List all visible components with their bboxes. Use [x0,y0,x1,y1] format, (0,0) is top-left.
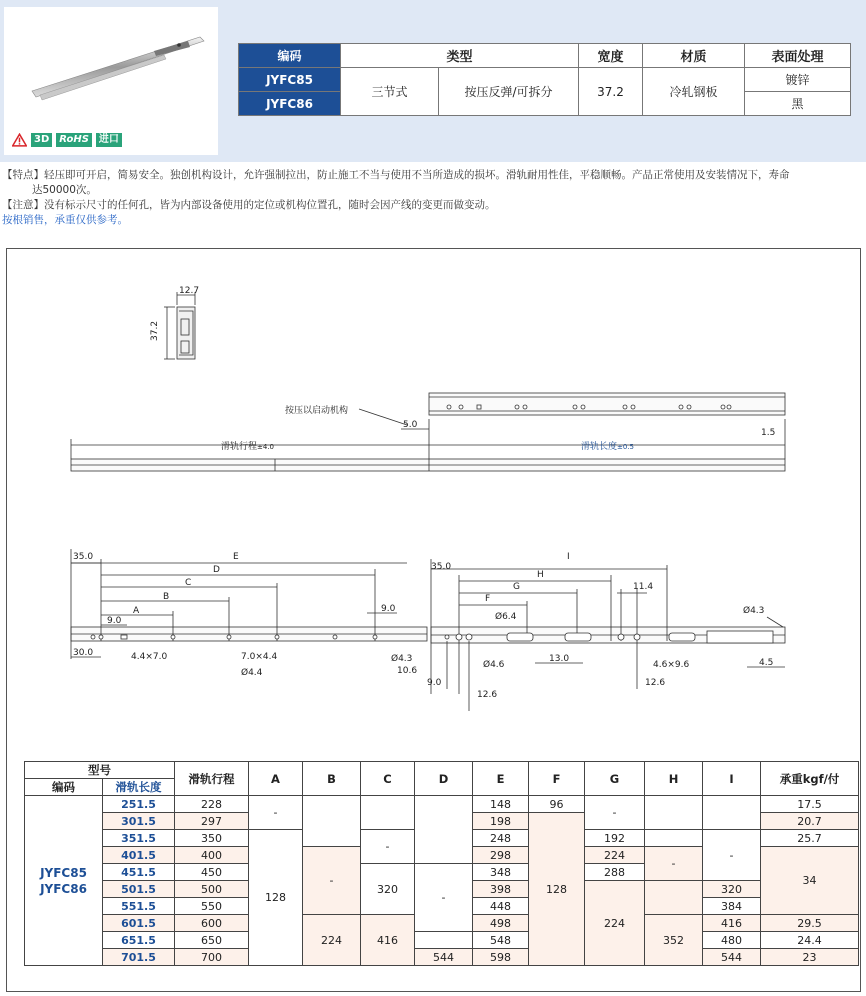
length-label: 滑轨长度±0.5 [581,442,635,452]
d-cell [415,796,473,864]
th-code: 编码 [25,779,103,796]
th-length: 滑轨长度 [103,779,175,796]
stroke-cell: 600 [175,915,249,932]
dim-H: H [537,570,544,580]
stroke-cell: 350 [175,830,249,847]
dim-C: C [185,578,192,588]
spec-header-width: 宽度 [579,44,643,68]
dim-13: 13.0 [549,654,570,664]
f-cell: 128 [529,813,585,966]
d-cell: - [415,864,473,932]
feature-note: 【特点】轻压即可开启，简易安全。独创机构设计，允许强制拉出，防止施工不当与使用不当所造成的损坏。滑轨耐用性佳，平稳顺畅。产品正常使用及安装情况下，寿命 [2,169,790,181]
load-cell: 34 [761,847,859,915]
sales-note: 按根销售，承重仅供参考。 [2,214,128,226]
i-cell [703,796,761,830]
e-cell: 498 [473,915,529,932]
dim-12-6-a: 12.6 [645,678,666,688]
stroke-label: 滑轨行程±4.0 [221,442,275,452]
spec-code-link[interactable]: JYFC85 [239,68,341,92]
table-row: 501.5 [103,881,175,898]
dim-1-5: 1.5 [761,428,776,438]
load-cell: 25.7 [761,830,859,847]
product-header-panel [0,0,866,162]
load-cell: 23 [761,949,859,966]
h-cell [645,796,703,830]
stroke-cell: 700 [175,949,249,966]
th-F: F [529,762,585,796]
table-row: 251.5 [103,796,175,813]
dim-hole-43-right: Ø4.3 [743,606,765,616]
spec-header-finish: 表面处理 [745,44,851,68]
stroke-cell: 450 [175,864,249,881]
dim-D: D [213,565,220,575]
dim-hole-43-left: Ø4.3 [391,654,413,664]
i-cell: 416 [703,915,761,932]
dim-9-mid: 9.0 [381,604,396,614]
spec-header-material: 材质 [643,44,745,68]
dim-G: G [513,582,520,592]
dim-10-6: 10.6 [397,666,418,676]
dim-11-4: 11.4 [633,582,654,592]
th-G: G [585,762,645,796]
spec-header-type: 类型 [341,44,579,68]
table-row: 651.5 [103,932,175,949]
dim-E: E [233,552,239,562]
table-row: 401.5 [103,847,175,864]
table-row: 451.5 [103,864,175,881]
th-load: 承重kgf/付 [761,762,859,796]
th-C: C [361,762,415,796]
th-I: I [703,762,761,796]
codes-cell: JYFC85 JYFC86 [25,796,103,966]
dim-slot-mid: 7.0×4.4 [241,652,278,662]
table-row: 601.5 [103,915,175,932]
b-cell [303,796,361,847]
stroke-cell: 550 [175,898,249,915]
spec-material: 冷轧钢板 [643,68,745,116]
dim-I: I [567,552,570,562]
th-E: E [473,762,529,796]
spec-code-link[interactable]: JYFC86 [239,92,341,116]
warning-icon [12,133,27,147]
product-badges [12,133,122,147]
e-cell: 298 [473,847,529,864]
f-cell: 96 [529,796,585,813]
load-cell: 20.7 [761,813,859,830]
b-cell: - [303,847,361,915]
spec-width: 37.2 [579,68,643,116]
th-D: D [415,762,473,796]
badge-import: 进口 [96,133,122,147]
dim-hole-46: Ø4.6 [483,660,505,670]
a-cell: 128 [249,830,303,966]
dim-slot-right: 4.6×9.6 [653,660,690,670]
stroke-cell: 297 [175,813,249,830]
d-cell: 544 [415,949,473,966]
dim-hole-left: Ø4.4 [241,668,263,678]
i-cell: - [703,830,761,881]
spec-header-code: 编码 [239,44,341,68]
table-row: 351.5 [103,830,175,847]
cross-section [177,307,195,359]
dim-5: 5.0 [403,420,418,430]
dim-12-6-b: 12.6 [477,690,498,700]
dim-30: 30.0 [73,648,94,658]
th-H: H [645,762,703,796]
spec-finish-zinc: 镀锌 [745,68,851,92]
stroke-cell: 228 [175,796,249,813]
e-cell: 548 [473,932,529,949]
stroke-cell: 650 [175,932,249,949]
press-label: 按压以启动机构 [285,406,349,416]
load-cell: 24.4 [761,932,859,949]
spec-finish-black: 黑 [745,92,851,116]
dim-B: B [163,592,170,602]
i-cell: 544 [703,949,761,966]
g-cell: - [585,796,645,830]
b-cell: 224 [303,915,361,966]
g-cell: 224 [585,847,645,864]
spec-type1: 三节式 [341,68,439,116]
e-cell: 198 [473,813,529,830]
a-cell: - [249,796,303,830]
i-cell: 320 [703,881,761,898]
dim-9-right: 9.0 [427,678,442,688]
h-cell [645,830,703,847]
e-cell: 148 [473,796,529,813]
h-cell: - [645,847,703,881]
g-cell: 288 [585,864,645,881]
table-row: 301.5 [103,813,175,830]
c-cell: 320 [361,864,415,915]
g-cell: 224 [585,881,645,966]
th-B: B [303,762,361,796]
g-cell: 192 [585,830,645,847]
d-cell [415,932,473,949]
badge-rohs: RoHS [56,133,92,147]
e-cell: 448 [473,898,529,915]
th-stroke: 滑轨行程 [175,762,249,796]
dim-height: 37.2 [150,320,160,341]
group-header: 型号 [25,762,175,779]
h-cell: 352 [645,915,703,966]
e-cell: 348 [473,864,529,881]
h-cell [645,881,703,915]
e-cell: 598 [473,949,529,966]
dim-4-5: 4.5 [759,658,774,668]
product-notes [2,168,862,228]
dim-A: A [133,606,140,616]
spec-type2: 按压反弹/可拆分 [439,68,579,116]
dim-35-left: 35.0 [73,552,94,562]
stroke-cell: 500 [175,881,249,898]
spec-table [238,43,851,116]
dim-35-right: 35.0 [431,562,452,572]
table-row: 551.5 [103,898,175,915]
i-cell: 384 [703,898,761,915]
dim-width: 12.7 [179,286,200,296]
load-cell: 29.5 [761,915,859,932]
dim-hole-64: Ø6.4 [495,612,517,622]
dimensions-table [24,761,859,966]
c-cell [361,796,415,830]
feature-note-cont: 达50000次。 [32,184,97,196]
caution-note: 【注意】没有标示尺寸的任何孔，皆为内部设备使用的定位或机构位置孔，随时会因产线的变更而做变动。 [2,199,496,211]
table-row: 701.5 [103,949,175,966]
technical-drawing-frame [6,248,861,992]
c-cell: - [361,830,415,864]
dim-9-left: 9.0 [107,616,122,626]
e-cell: 398 [473,881,529,898]
e-cell: 248 [473,830,529,847]
dim-F: F [485,594,491,604]
badge-3d: 3D [31,133,52,147]
th-A: A [249,762,303,796]
stroke-cell: 400 [175,847,249,864]
i-cell: 480 [703,932,761,949]
dim-slot-left: 4.4×7.0 [131,652,168,662]
load-cell: 17.5 [761,796,859,813]
c-cell: 416 [361,915,415,966]
